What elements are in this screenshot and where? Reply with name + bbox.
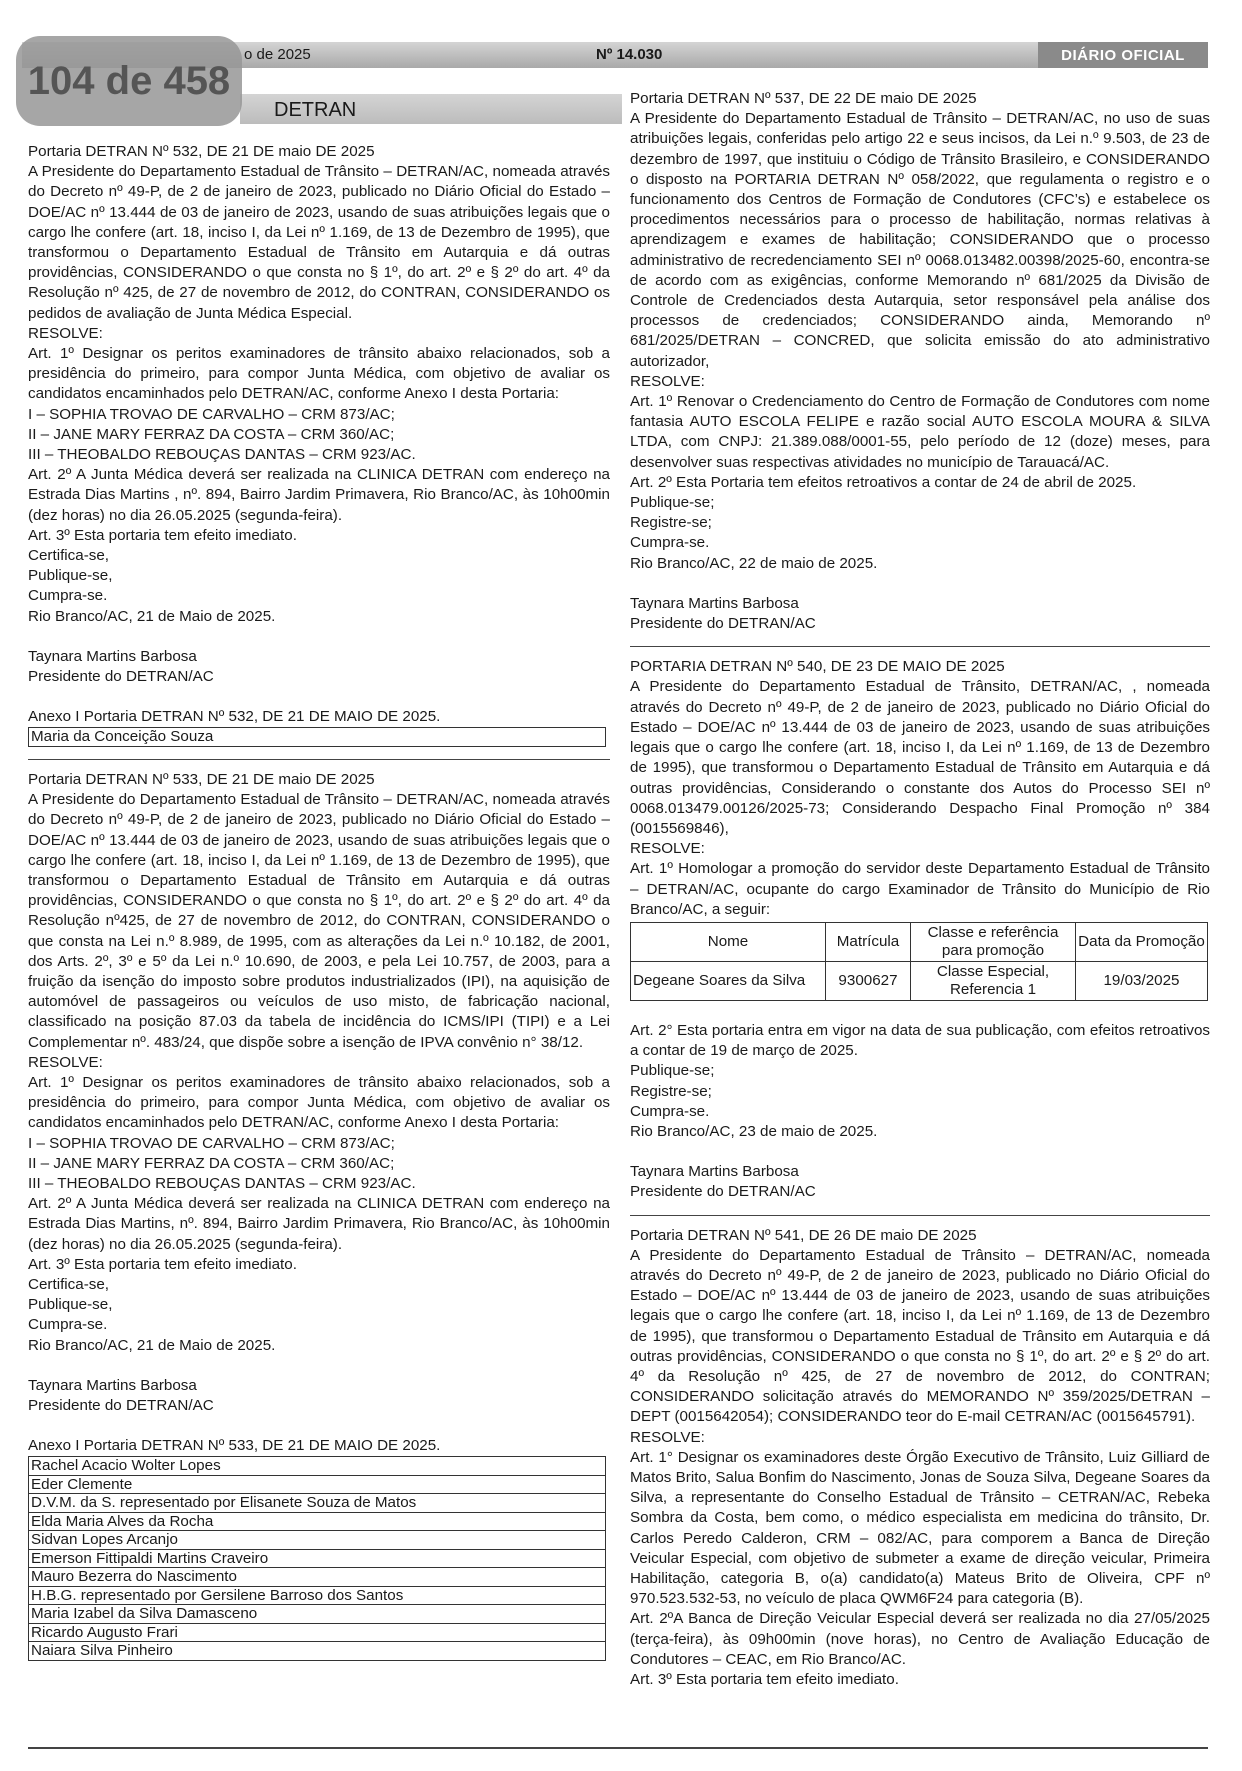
portaria-533-resolve: RESOLVE: — [28, 1053, 103, 1071]
annex-532-title: Anexo I Portaria DETRAN Nº 532, DE 21 DE MAIO DE 2025. — [28, 708, 441, 726]
portaria-540-cumpra: Cumpra-se. — [630, 1102, 710, 1120]
table-row — [29, 1475, 606, 1494]
portaria-532-perito-3: III – THEOBALDO REBOUÇAS DANTAS – CRM 923/AC. — [28, 446, 416, 464]
portaria-541-art1: Art. 1° Designar os examinadores deste Órgão Executivo de Trânsito, Luiz Gilliard de Matos Brito, Salua Bonfim do Nascimento, Jonas de Souza Silva, Degeane Soares da Silva, a representante do Conselho Estadual de Trânsito – CETRAN/AC, Rebeka Sombra da Costa, bem como, o médico especialista em medicina do trânsito, Dr. Carlos Peredo Calderon, CRM – 082/AC, para comporem a Banca de Direção Veicular Especial, com objetivo de submeter a exame de direção veicular, Primeira Habilitação, categoria B, o(a) candidato(a) Mateus Brito de Oliveira, CPF nº 970.523.532-53, no veículo de placa QWM6F24 para categoria (B). — [630, 1448, 1210, 1608]
annex-name: Mauro Bezerra do Nascimento — [29, 1568, 606, 1587]
bottom-rule — [28, 1747, 1208, 1749]
portaria-540-art2: Art. 2° Esta portaria entra em vigor na data de sua publicação, com efeitos retroativos a contar de 19 de março de 2025. — [630, 1021, 1210, 1060]
portaria-532-place-date: Rio Branco/AC, 21 de Maio de 2025. — [28, 607, 276, 625]
table-row — [29, 1531, 606, 1550]
portaria-540-place-date: Rio Branco/AC, 23 de maio de 2025. — [630, 1122, 878, 1140]
table-row — [29, 1586, 606, 1605]
portaria-533-signer-role: Presidente do DETRAN/AC — [28, 1397, 214, 1415]
portaria-533-art2: Art. 2º A Junta Médica deverá ser realizada na CLINICA DETRAN com endereço na Estrada Dias Martins, nº. 894, Bairro Jardim Primavera, Rio Branco/AC, às 10h00min (dez horas) no dia 26.05.2025 (segunda-feira). — [28, 1195, 610, 1253]
portaria-532-title: Portaria DETRAN Nº 532, DE 21 DE maio DE 2025 — [28, 143, 375, 160]
table-cell: 9300627 — [826, 961, 911, 1000]
annex-533-title: Anexo I Portaria DETRAN Nº 533, DE 21 DE MAIO DE 2025. — [28, 1437, 441, 1455]
portaria-537-art1: Art. 1º Renovar o Credenciamento do Centro de Formação de Condutores com nome fantasia AUTO ESCOLA FELIPE e razão social AUTO ESCOLA MOURA & SILVA LTDA, com CNPJ: 21.389.088/0001-55, pelo período de 12 (doze) meses, para desenvolver suas respectivas atividades no município de Tarauacá/AC. — [630, 393, 1210, 471]
portaria-532-perito-2: II – JANE MARY FERRAZ DA COSTA – CRM 360/AC; — [28, 425, 395, 443]
portaria-533-body: A Presidente do Departamento Estadual de Trânsito – DETRAN/AC, nomeada através do Decreto nº 49-P, de 2 de janeiro de 2023, publicado no Diário Oficial do Estado – DOE/AC nº 13.444 de 03 de janeiro de 2023, usando de suas atribuições legais que o cargo lhe confere (art. 18, inciso I, da Lei nº 1.169, de 13 de Dezembro de 1995), que transformou o Departamento Estadual de Trânsito em Autarquia e dá outras providências, CONSIDERANDO o que consta no § 1º, do art. 2º e § 2º do art. 4º da Resolução nº425, de 27 de novembro de 2012, do CONTRAN, CONSIDERANDO o que consta na Lei n.º 8.989, de 1995, com as alterações da Lei n.º 10.182, de 2001, dos Arts. 2º, 3º e 5º da Lei n.º 10.690, de 2003, e pela Lei 10.757, de 2003, para a fruição da isenção do imposto sobre produtos industrializados (IPI), na aquisição de automóvel de passageiros ou veículos de uso misto, de fabricação nacional, classificado na posição 87.03 da tabela de incidência do ICMS/IPI (TIPI) e a Lei Complementar nº. 483/24, que dispõe sobre a isenção de IPVA convênio n° 38/12. — [28, 791, 610, 1051]
portaria-532-signer-role: Presidente do DETRAN/AC — [28, 668, 214, 686]
annex-name: Maria da Conceição Souza — [29, 728, 606, 747]
annex-name: Rachel Acacio Wolter Lopes — [29, 1457, 606, 1476]
annex-name: H.B.G. representado por Gersilene Barroso dos Santos — [29, 1586, 606, 1605]
portaria-537-resolve: RESOLVE: — [630, 372, 705, 390]
column-header: Classe e referência para promoção — [911, 922, 1076, 961]
annex-name: D.V.M. da S. representado por Elisanete Souza de Matos — [29, 1494, 606, 1513]
annex-533-table — [28, 1456, 606, 1661]
annex-532-table — [28, 727, 606, 747]
table-row — [29, 1642, 606, 1661]
table-row — [631, 961, 1208, 1000]
table-row — [29, 1457, 606, 1476]
table-row — [29, 1512, 606, 1531]
portaria-532-certifica: Certifica-se, — [28, 547, 110, 565]
table-row — [29, 1623, 606, 1642]
portaria-540-signer: Taynara Martins Barbosa — [630, 1163, 799, 1181]
portaria-537-art2: Art. 2º Esta Portaria tem efeitos retroativos a contar de 24 de abril de 2025. — [630, 473, 1137, 491]
annex-name: Ricardo Augusto Frari — [29, 1623, 606, 1642]
portaria-537-signer: Taynara Martins Barbosa — [630, 594, 799, 612]
portaria-537-publique: Publique-se; — [630, 494, 715, 512]
header-date: o de 2025 — [244, 46, 311, 63]
edition-number: Nº 14.030 — [596, 46, 663, 63]
portaria-532-publique: Publique-se, — [28, 567, 113, 585]
portaria-532-art1: Art. 1º Designar os peritos examinadores de trânsito abaixo relacionados, sob a presidência do primeiro, para compor Junta Médica, com objetivo de avaliar os candidatos encaminhados pelo DETRAN/AC, conforme Anexo I desta Portaria: — [28, 345, 610, 403]
portaria-540-registre: Registre-se; — [630, 1082, 712, 1100]
table-row — [29, 1549, 606, 1568]
table-cell: 19/03/2025 — [1076, 961, 1208, 1000]
portaria-540-body: A Presidente do Departamento Estadual de Trânsito, DETRAN/AC, , nomeada através do Decreto nº 49-P, de 2 de janeiro de 2023, publicado no Diário Oficial do Estado – DOE/AC nº 13.444 de 03 de janeiro de 2023, usando de suas atribuições legais que o cargo lhe confere (art. 18, inciso I, da Lei nº 1.169, de 13 de Dezembro de 1995), que transformou o Departamento Estadual de Trânsito em Autarquia e dá outras providências, Considerando o constante dos Autos do Processo SEI nº 0068.013479.00126/2025-73; Considerando Despacho Final Promoção nº 384 (0015569846), — [630, 678, 1210, 837]
divider — [630, 1215, 1210, 1216]
portaria-532-art2: Art. 2º A Junta Médica deverá ser realizada na CLINICA DETRAN com endereço na Estrada Dias Martins , nº. 894, Bairro Jardim Primavera, Rio Branco/AC, às 10h00min (dez horas) no dia 26.05.2025 (segunda-feira). — [28, 466, 610, 524]
portaria-541-art2: Art. 2ºA Banca de Direção Veicular Especial deverá ser realizada no dia 27/05/2025 (terça-feira), às 09h00min (nove horas), no Centro de Avaliação Educação de Condutores – CEAC, em Rio Branco/AC. — [630, 1610, 1210, 1668]
annex-name: Elda Maria Alves da Rocha — [29, 1512, 606, 1531]
table-cell: Classe Especial, Referencia 1 — [911, 961, 1076, 1000]
table-row — [29, 728, 606, 747]
portaria-533-certifica: Certifica-se, — [28, 1276, 110, 1294]
annex-name: Emerson Fittipaldi Martins Craveiro — [29, 1549, 606, 1568]
portaria-533-place-date: Rio Branco/AC, 21 de Maio de 2025. — [28, 1336, 276, 1354]
portaria-540-title: PORTARIA DETRAN Nº 540, DE 23 DE MAIO DE 2025 — [630, 658, 1005, 676]
portaria-537-place-date: Rio Branco/AC, 22 de maio de 2025. — [630, 554, 878, 572]
portaria-540-resolve: RESOLVE: — [630, 840, 705, 858]
portaria-532-signer: Taynara Martins Barbosa — [28, 647, 197, 665]
portaria-533-art3: Art. 3º Esta portaria tem efeito imediato. — [28, 1255, 297, 1273]
portaria-541-title: Portaria DETRAN Nº 541, DE 26 DE maio DE 2025 — [630, 1226, 977, 1244]
portaria-537-cumpra: Cumpra-se. — [630, 534, 710, 552]
annex-name: Naiara Silva Pinheiro — [29, 1642, 606, 1661]
table-cell: Degeane Soares da Silva — [631, 961, 826, 1000]
annex-name: Eder Clemente — [29, 1475, 606, 1494]
column-header: Nome — [631, 922, 826, 961]
portaria-532-cumpra: Cumpra-se. — [28, 587, 108, 605]
portaria-532-resolve: RESOLVE: — [28, 324, 103, 342]
annex-name: Maria Izabel da Silva Damasceno — [29, 1605, 606, 1624]
portaria-533-cumpra: Cumpra-se. — [28, 1316, 108, 1334]
right-column — [630, 89, 1210, 1690]
annex-name: Sidvan Lopes Arcanjo — [29, 1531, 606, 1550]
portaria-541-art3: Art. 3º Esta portaria tem efeito imediato. — [630, 1671, 899, 1689]
portaria-533-art1: Art. 1º Designar os peritos examinadores de trânsito abaixo relacionados, sob a presidência do primeiro, para compor Junta Médica, com objetivo de avaliar os candidatos encaminhados pelo DETRAN/AC, conforme Anexo I desta Portaria: — [28, 1074, 610, 1132]
portaria-533-perito-1: I – SOPHIA TROVAO DE CARVALHO – CRM 873/AC; — [28, 1134, 395, 1152]
divider — [630, 646, 1210, 647]
table-row — [29, 1605, 606, 1624]
table-header-row — [631, 922, 1208, 961]
promotion-table — [630, 922, 1208, 1001]
portaria-540-art1: Art. 1º Homologar a promoção do servidor deste Departamento Estadual de Trânsito – DETRAN/AC, ocupante do cargo Examinador de Trânsito do Município de Rio Branco/AC, a seguir: — [630, 860, 1210, 918]
table-row — [29, 1568, 606, 1587]
section-tab: DETRAN — [240, 94, 622, 124]
portaria-541-body: A Presidente do Departamento Estadual de Trânsito – DETRAN/AC, nomeada através do Decreto nº 49-P, de 2 de janeiro de 2023, publicado no Diário Oficial do Estado – DOE/AC nº 13.444 de 03 de janeiro de 2023, usando de suas atribuições legais que o cargo lhe confere (art. 18, inciso I, da Lei nº 1.169, de 13 de Dezembro de 1995), que transformou o Departamento Estadual de Trânsito em Autarquia e dá outras providências, CONSIDERANDO o que consta no § 1º, do art. 2º e § 2º do art. 4º da Resolução nº 425, de 27 de novembro de 2012, do CONTRAN; CONSIDERANDO solicitação através do MEMORANDO Nº 359/2025/DETRAN – DEPT (0015642054); CONSIDERANDO teor do E-mail CETRAN/AC (0015645791). — [630, 1246, 1210, 1426]
portaria-533-publique: Publique-se, — [28, 1296, 113, 1314]
portaria-541-resolve: RESOLVE: — [630, 1428, 705, 1446]
divider — [28, 759, 610, 760]
publication-title: DIÁRIO OFICIAL — [1038, 42, 1208, 68]
page-indicator: 104 de 458 — [16, 36, 242, 126]
column-header: Data da Promoção — [1076, 922, 1208, 961]
table-row — [29, 1494, 606, 1513]
portaria-537-signer-role: Presidente do DETRAN/AC — [630, 615, 816, 633]
portaria-533-perito-2: II – JANE MARY FERRAZ DA COSTA – CRM 360/AC; — [28, 1154, 395, 1172]
portaria-532-art3: Art. 3º Esta portaria tem efeito imediato. — [28, 526, 297, 544]
portaria-533-perito-3: III – THEOBALDO REBOUÇAS DANTAS – CRM 923/AC. — [28, 1175, 416, 1193]
portaria-537-title: Portaria DETRAN Nº 537, DE 22 DE maio DE 2025 — [630, 90, 977, 107]
portaria-532-body: A Presidente do Departamento Estadual de Trânsito – DETRAN/AC, nomeada através do Decreto nº 49-P, de 2 de janeiro de 2023, publicado no Diário Oficial do Estado – DOE/AC nº 13.444 de 03 de janeiro de 2023, usando de suas atribuições legais que o cargo lhe confere (art. 18, inciso I, da Lei nº 1.169, de 13 de Dezembro de 1995), que transformou o Departamento Estadual de Trânsito em Autarquia e dá outras providências, CONSIDERANDO o que consta no § 1º, do art. 2º e § 2º do art. 4º da Resolução nº 425, de 27 de novembro de 2012, do CONTRAN, CONSIDERANDO os pedidos de avaliação de Junta Médica Especial. — [28, 163, 610, 322]
portaria-537-registre: Registre-se; — [630, 514, 712, 532]
left-column — [28, 142, 610, 1661]
portaria-537-body: A Presidente do Departamento Estadual de Trânsito – DETRAN/AC, no uso de suas atribuições legais, conferidas pelo artigo 22 e seus incisos, da Lei n.º 9.503, de 23 de dezembro de 1997, que instituiu o Código de Trânsito Brasileiro, e CONSIDERANDO o disposto na PORTARIA DETRAN Nº 058/2022, que regulamenta o registro e o funcionamento dos Centros de Formação de Condutores (CFC’s) e estabelece os procedimentos necessários para o processo de habilitação, normas relativas à aprendizagem e exames de habilitação; CONSIDERANDO que o processo administrativo de recredenciamento SEI nº 0068.013482.00398/2025-60, encontra-se de acordo com as exigências, conforme Memorando nº 681/2025 da Divisão de Controle de Credenciados desta Autarquia, setor responsável pela análise dos processos de credenciados; CONSIDERANDO ainda, Memorando nº 681/2025/DETRAN – CONCRED, que solicita emissão do ato administrativo autorizador, — [630, 110, 1210, 370]
portaria-533-signer: Taynara Martins Barbosa — [28, 1376, 197, 1394]
portaria-532-perito-1: I – SOPHIA TROVAO DE CARVALHO – CRM 873/AC; — [28, 405, 395, 423]
portaria-533-title: Portaria DETRAN Nº 533, DE 21 DE maio DE 2025 — [28, 770, 375, 788]
portaria-540-publique: Publique-se; — [630, 1062, 715, 1080]
column-header: Matrícula — [826, 922, 911, 961]
portaria-540-signer-role: Presidente do DETRAN/AC — [630, 1183, 816, 1201]
